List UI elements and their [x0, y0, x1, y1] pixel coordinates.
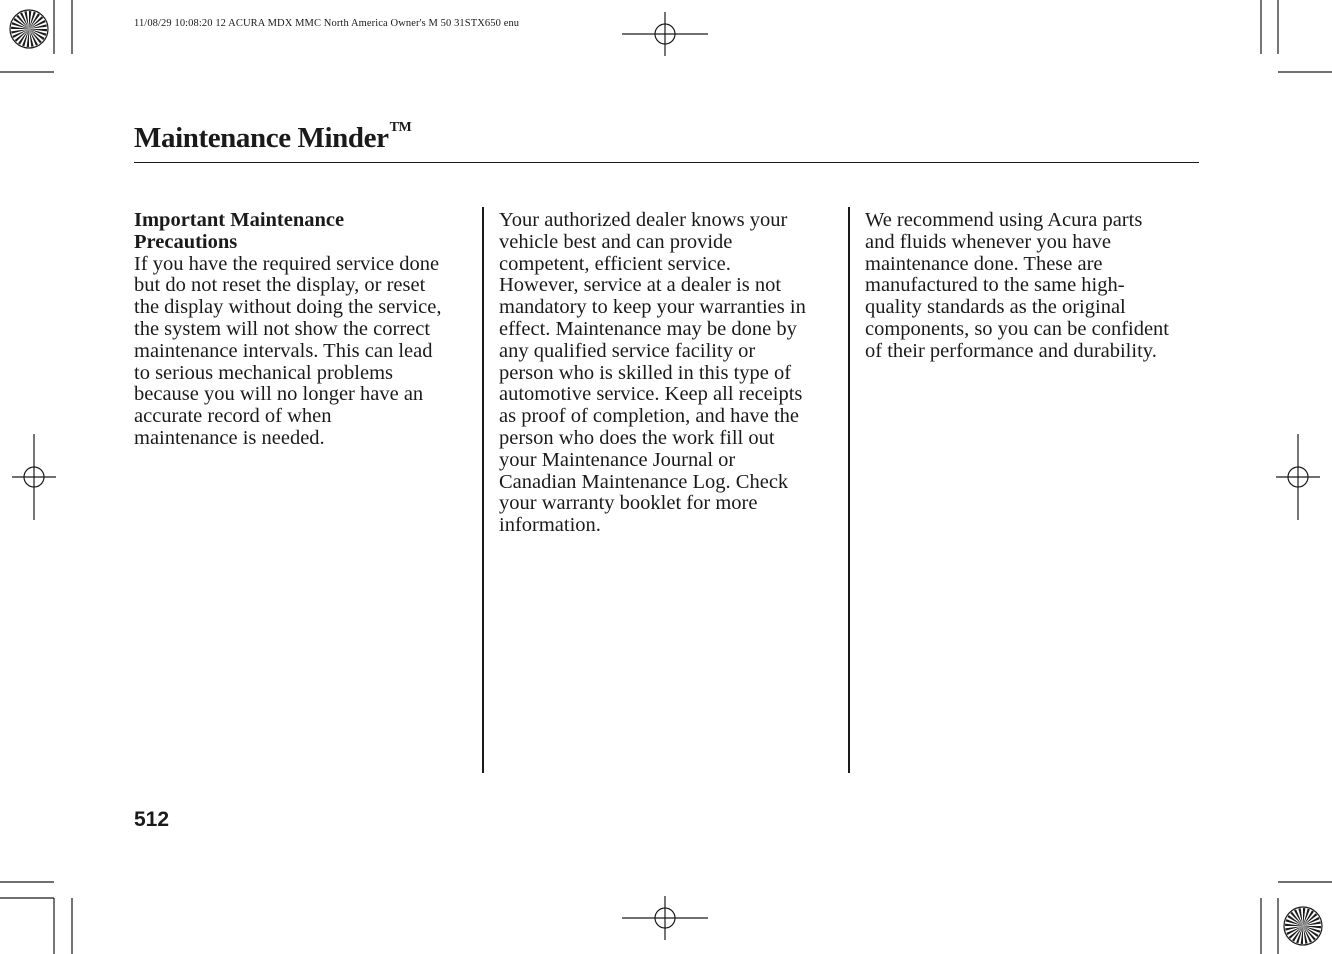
column-1-body	[134, 254, 474, 450]
registration-mark-right	[1276, 434, 1320, 520]
body-line: the system will not show the correct	[134, 317, 431, 340]
body-line: information.	[499, 514, 601, 537]
body-line: automotive service. Keep all receipts	[499, 383, 803, 406]
body-line: and fluids whenever you have	[865, 230, 1111, 253]
body-line: maintenance done. These are	[865, 252, 1103, 275]
body-line: If you have the required service done	[134, 252, 440, 275]
body-line: maintenance intervals. This can lead	[134, 339, 433, 362]
body-line: of their performance and durability.	[865, 339, 1157, 362]
column-dealer-service	[499, 210, 839, 537]
body-line: to serious mechanical problems	[134, 361, 394, 384]
starburst-target-top-left	[10, 10, 48, 48]
body-line: effect. Maintenance may be done by	[499, 317, 797, 340]
section-heading-line-2: Precautions	[134, 230, 238, 253]
body-line: Canadian Maintenance Log. Check	[499, 470, 789, 493]
body-line: However, service at a dealer is not	[499, 274, 782, 297]
body-line: accurate record of when	[134, 405, 332, 428]
body-line: as proof of completion, and have the	[499, 405, 800, 428]
starburst-target-bottom-right	[1284, 907, 1322, 945]
body-line: person who does the work fill out	[499, 426, 775, 449]
body-line: because you will no longer have an	[134, 383, 424, 406]
trademark-symbol: TM	[389, 120, 412, 135]
body-line: components, so you can be confident	[865, 317, 1170, 340]
body-line: but do not reset the display, or reset	[134, 274, 426, 297]
section-heading-line-1: Important Maintenance	[134, 209, 345, 231]
body-line: mandatory to keep your warranties in	[499, 296, 806, 319]
body-line: competent, efficient service.	[499, 252, 731, 275]
registration-mark-top	[622, 12, 708, 56]
body-line: the display without doing the service,	[134, 296, 442, 319]
registration-mark-left	[12, 434, 56, 520]
body-line: Your authorized dealer knows your	[499, 209, 788, 231]
body-line: your warranty booklet for more	[499, 492, 758, 515]
column-divider-1	[482, 207, 484, 773]
body-line: We recommend using Acura parts	[865, 209, 1143, 231]
body-line: vehicle best and can provide	[499, 230, 733, 253]
body-line: person who is skilled in this type of	[499, 361, 792, 384]
body-line: your Maintenance Journal or	[499, 448, 736, 471]
column-divider-2	[848, 207, 850, 773]
page-number: 512	[134, 808, 170, 831]
column-acura-parts	[865, 210, 1205, 363]
body-line: manufactured to the same high-	[865, 274, 1125, 297]
registration-mark-bottom	[622, 896, 708, 940]
column-precautions	[134, 210, 474, 450]
page-title	[134, 122, 411, 155]
page-title-text: Maintenance Minder	[134, 122, 389, 154]
title-underline	[134, 162, 1199, 163]
print-header: 11/08/29 10:08:20 12 ACURA MDX MMC North America Owner's M 50 31STX650 enu	[134, 18, 520, 29]
column-3-body	[865, 210, 1205, 363]
body-line: any qualified service facility or	[499, 339, 756, 362]
column-2-body	[499, 210, 839, 537]
section-heading	[134, 210, 474, 254]
body-line: quality standards as the original	[865, 296, 1126, 319]
body-line: maintenance is needed.	[134, 426, 325, 449]
